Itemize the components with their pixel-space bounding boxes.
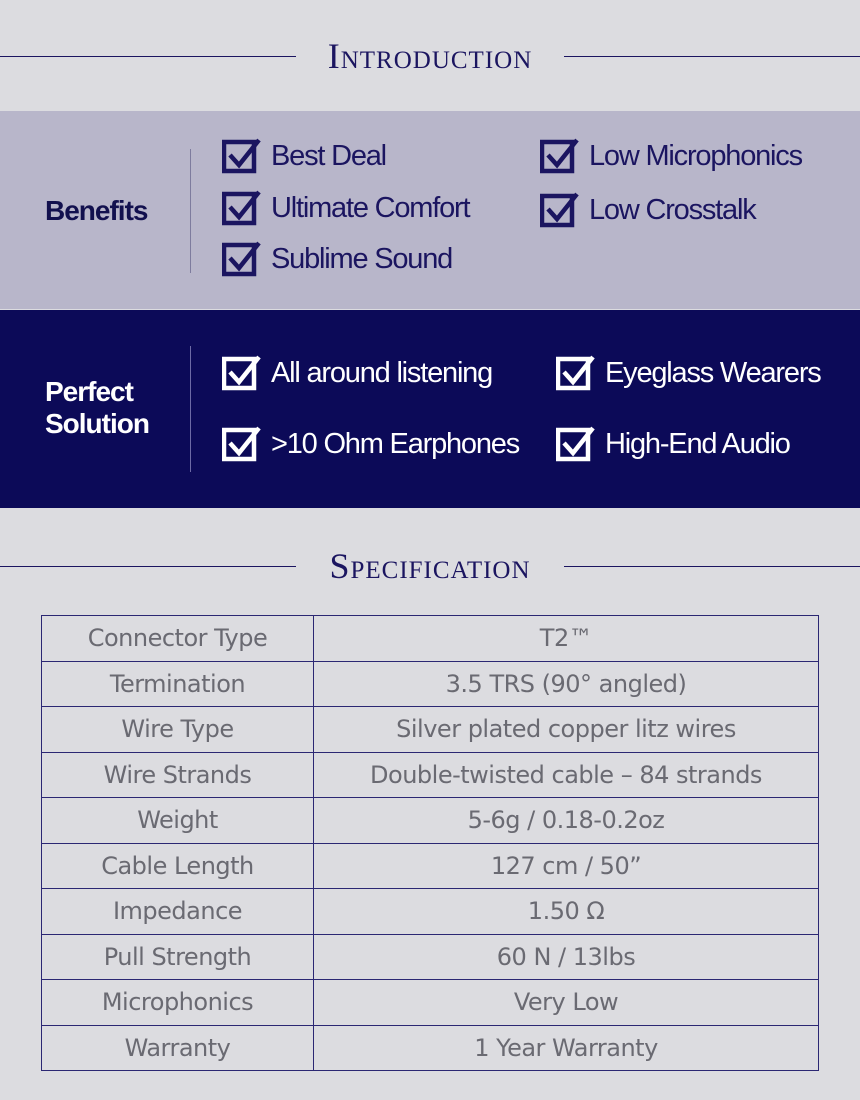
spec-value: 1.50 Ω — [314, 889, 819, 935]
table-row — [42, 843, 819, 889]
table-row — [42, 934, 819, 980]
perfect-solution-label-line: Perfect — [45, 376, 133, 407]
checkbox-check-icon — [540, 192, 580, 228]
spec-value: 127 cm / 50” — [314, 843, 819, 889]
perfect-solution-label-line: Solution — [45, 408, 149, 439]
solution-label: Eyeglass Wearers — [605, 356, 821, 389]
solution-item — [222, 355, 492, 391]
benefit-label: Sublime Sound — [271, 242, 453, 275]
spec-key: Pull Strength — [42, 934, 314, 980]
benefit-item — [222, 241, 452, 277]
specification-heading — [0, 546, 860, 586]
heading-rule-right — [564, 566, 860, 567]
heading-rule-left — [0, 566, 296, 567]
solution-label: >10 Ohm Earphones — [271, 427, 520, 460]
solution-item — [556, 426, 790, 462]
solution-label: All around listening — [271, 356, 493, 389]
spec-value: 60 N / 13lbs — [314, 934, 819, 980]
table-row — [42, 1025, 819, 1071]
solution-label: High-End Audio — [605, 427, 790, 460]
table-row — [42, 980, 819, 1026]
benefit-label: Ultimate Comfort — [271, 191, 470, 224]
spec-value: Double-twisted cable – 84 strands — [314, 752, 819, 798]
checkbox-check-icon — [556, 426, 596, 462]
checkbox-check-icon — [540, 138, 580, 174]
table-row — [42, 616, 819, 662]
benefit-label: Low Microphonics — [589, 139, 802, 172]
spec-value: 3.5 TRS (90° angled) — [314, 661, 819, 707]
checkbox-check-icon — [222, 190, 262, 226]
benefit-label: Low Crosstalk — [589, 193, 756, 226]
spec-value: Silver plated copper litz wires — [314, 707, 819, 753]
checkbox-check-icon — [556, 355, 596, 391]
checkbox-check-icon — [222, 138, 262, 174]
spec-value: 1 Year Warranty — [314, 1025, 819, 1071]
heading-rule-right — [564, 56, 860, 57]
benefits-divider — [190, 149, 191, 273]
table-row — [42, 661, 819, 707]
spec-key: Connector Type — [42, 616, 314, 662]
benefit-item — [222, 138, 386, 174]
introduction-heading — [0, 36, 860, 76]
table-row — [42, 798, 819, 844]
spec-key: Weight — [42, 798, 314, 844]
benefit-item — [540, 138, 802, 174]
benefits-label: Benefits — [45, 195, 148, 226]
perfect-solution-divider — [190, 346, 191, 472]
solution-item — [556, 355, 821, 391]
introduction-title: Introduction — [327, 36, 533, 76]
benefit-item — [222, 190, 469, 226]
spec-key: Cable Length — [42, 843, 314, 889]
benefit-label: Best Deal — [271, 139, 386, 172]
checkbox-check-icon — [222, 355, 262, 391]
benefits-section — [0, 111, 860, 309]
perfect-solution-label — [45, 376, 175, 440]
table-row — [42, 752, 819, 798]
spec-key: Termination — [42, 661, 314, 707]
spec-value: Very Low — [314, 980, 819, 1026]
spec-key: Impedance — [42, 889, 314, 935]
spec-key: Microphonics — [42, 980, 314, 1026]
specification-title: Specification — [329, 546, 531, 586]
checkbox-check-icon — [222, 241, 262, 277]
spec-key: Warranty — [42, 1025, 314, 1071]
spec-key: Wire Type — [42, 707, 314, 753]
spec-value: T2™ — [314, 616, 819, 662]
spec-key: Wire Strands — [42, 752, 314, 798]
solution-item — [222, 426, 519, 462]
specification-table — [41, 615, 819, 1071]
benefit-item — [540, 192, 756, 228]
checkbox-check-icon — [222, 426, 262, 462]
table-row — [42, 707, 819, 753]
perfect-solution-section — [0, 310, 860, 508]
spec-value: 5-6g / 0.18-0.2oz — [314, 798, 819, 844]
heading-rule-left — [0, 56, 296, 57]
table-row — [42, 889, 819, 935]
